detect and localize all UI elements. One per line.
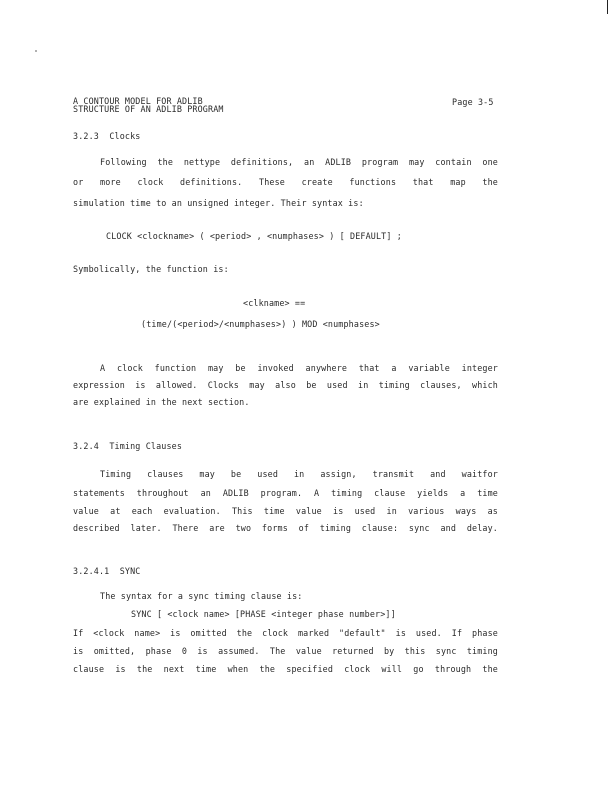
clock-syntax: CLOCK <clockname> ( <period> , <numphases> ) [ DEFAULT] ; (106, 231, 402, 241)
paragraph-line: described later. There are two forms of timing clause: sync and delay. (73, 523, 498, 533)
paragraph-line: If <clock name> is omitted the clock marked "default" is used. If phase (73, 628, 498, 638)
section-heading-clocks: 3.2.3 Clocks (73, 131, 141, 141)
scan-speck (35, 50, 37, 52)
header-title-line2: STRUCTURE OF AN ADLIB PROGRAM (73, 104, 224, 114)
paragraph-line: expression is allowed. Clocks may also be used in timing clauses, which (73, 380, 498, 390)
paragraph-line: are explained in the next section. (73, 397, 250, 407)
formula-line2: (time/(<period>/<numphases>) ) MOD <numphases> (141, 319, 380, 329)
header-title-line1: A CONTOUR MODEL FOR ADLIB (73, 96, 203, 106)
paragraph-line: clause is the next time when the specified clock will go through the (73, 664, 498, 674)
scan-edge-mark (607, 0, 608, 14)
formula-line1: <clkname> == (243, 298, 306, 308)
sync-syntax: SYNC [ <clock name> [PHASE <integer phase number>]] (131, 609, 396, 619)
paragraph-line: is omitted, phase 0 is assumed. The value returned by this sync timing (73, 646, 498, 656)
paragraph-line: or more clock definitions. These create functions that map the (73, 177, 498, 187)
sync-intro: The syntax for a sync timing clause is: (100, 591, 303, 601)
paragraph-line: Following the nettype definitions, an ADLIB program may contain one (100, 157, 498, 167)
paragraph-line: A clock function may be invoked anywhere that a variable integer (100, 363, 498, 373)
paragraph-line: statements throughout an ADLIB program. A timing clause yields a time (73, 488, 498, 498)
paragraph-line: value at each evaluation. This time value is used in various ways as (73, 506, 498, 516)
paragraph-line: simulation time to an unsigned integer. Their syntax is: (73, 198, 364, 208)
section-heading-sync: 3.2.4.1 SYNC (73, 566, 141, 576)
page-number: Page 3-5 (452, 97, 494, 107)
paragraph-line: Timing clauses may be used in assign, transmit and waitfor (100, 469, 498, 479)
section-heading-timing-clauses: 3.2.4 Timing Clauses (73, 441, 183, 451)
symbolic-intro: Symbolically, the function is: (73, 264, 229, 274)
